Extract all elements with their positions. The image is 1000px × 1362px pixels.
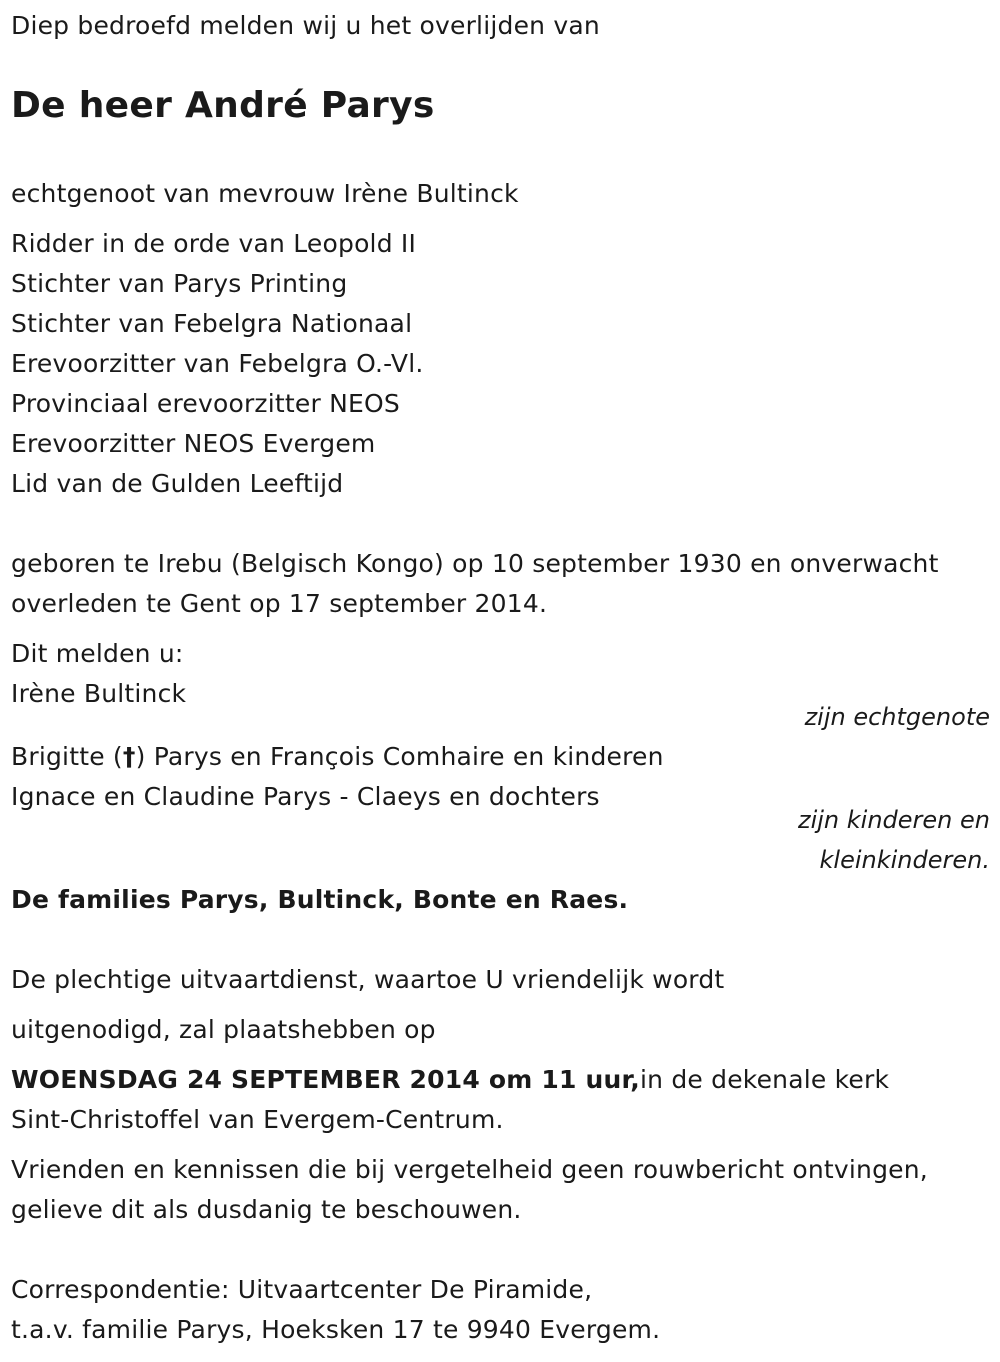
cross-icon: † xyxy=(122,742,136,771)
title-line: Stichter van Febelgra Nationaal xyxy=(11,309,413,338)
children-role-2: kleinkinderen. xyxy=(819,846,990,874)
death-line: overleden te Gent op 17 september 2014. xyxy=(11,589,548,618)
title-line: Provinciaal erevoorzitter NEOS xyxy=(11,389,400,418)
deceased-name: De heer André Parys xyxy=(11,85,435,126)
child-line-1 xyxy=(11,744,664,769)
service-date-line xyxy=(11,1067,889,1092)
spouse-role: zijn echtgenote xyxy=(804,703,990,731)
families-line: De families Parys, Bultinck, Bonte en Raes. xyxy=(11,885,629,914)
service-line-2: uitgenodigd, zal plaatshebben op xyxy=(11,1015,436,1044)
notice-line-1: Vrienden en kennissen die bij vergetelheid geen rouwbericht ontvingen, xyxy=(11,1155,928,1184)
correspondence-line-1: Correspondentie: Uitvaartcenter De Piramide, xyxy=(11,1275,593,1304)
title-line: Stichter van Parys Printing xyxy=(11,269,348,298)
spouse-name: Irène Bultinck xyxy=(11,679,187,708)
children-role-1: zijn kinderen en xyxy=(798,806,990,834)
notice-line-2: gelieve dit als dusdanig te beschouwen. xyxy=(11,1195,522,1224)
service-line-1: De plechtige uitvaartdienst, waartoe U vriendelijk wordt xyxy=(11,965,725,994)
child-1-post: ) Parys en François Comhaire en kinderen xyxy=(135,742,664,771)
birth-line: geboren te Irebu (Belgisch Kongo) op 10 september 1930 en onverwacht xyxy=(11,549,939,578)
child-line-2: Ignace en Claudine Parys - Claeys en dochters xyxy=(11,782,600,811)
intro-text: Diep bedroefd melden wij u het overlijden van xyxy=(11,11,600,40)
correspondence-line-2: t.a.v. familie Parys, Hoeksken 17 te 9940 Evergem. xyxy=(11,1315,661,1344)
child-1-pre: Brigitte ( xyxy=(11,742,123,771)
announce-label: Dit melden u: xyxy=(11,639,184,668)
spouse-line: echtgenoot van mevrouw Irène Bultinck xyxy=(11,179,519,208)
title-line: Ridder in de orde van Leopold II xyxy=(11,229,417,258)
service-place-line: Sint-Christoffel van Evergem-Centrum. xyxy=(11,1105,504,1134)
service-place: in de dekenale kerk xyxy=(640,1065,890,1094)
title-line: Erevoorzitter NEOS Evergem xyxy=(11,429,376,458)
title-line: Lid van de Gulden Leeftijd xyxy=(11,469,344,498)
title-line: Erevoorzitter van Febelgra O.-Vl. xyxy=(11,349,424,378)
service-date: WOENSDAG 24 SEPTEMBER 2014 om 11 uur, xyxy=(11,1065,641,1094)
